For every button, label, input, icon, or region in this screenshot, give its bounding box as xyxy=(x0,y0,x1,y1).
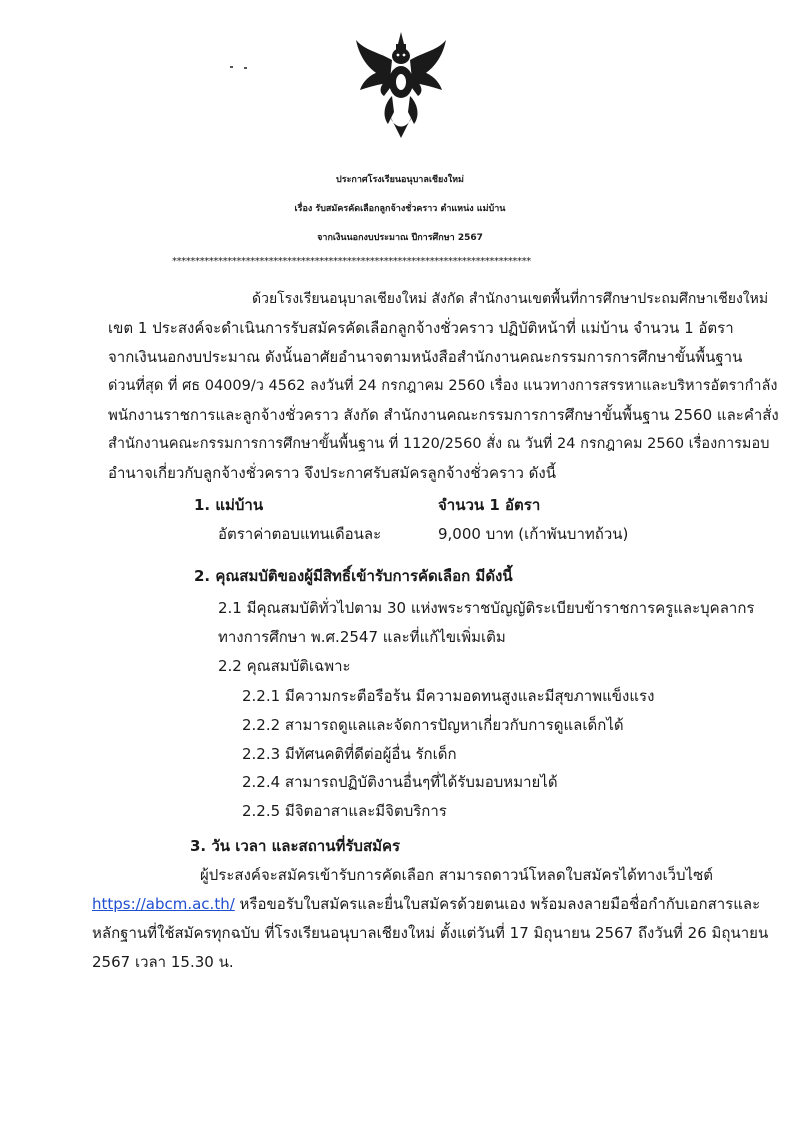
intro-line-3: จากเงินนอกงบประมาณ ดังนั้นอาศัยอำนาจตามหนังสือสำนักงานคณะกรรมการการศึกษาขั้นพื้นฐาน xyxy=(108,348,743,366)
announcement-funding: จากเงินนอกงบประมาณ ปีการศึกษา 2567 xyxy=(317,233,483,243)
announcement-subject: เรื่อง รับสมัครคัดเลือกลูกจ้างชั่วคราว ตำแหน่ง แม่บ้าน xyxy=(294,204,506,214)
intro-line-4: ด่วนที่สุด ที่ ศธ 04009/ว 4562 ลงวันที่ 24 กรกฎาคม 2560 เรื่อง แนวทางการสรรหาและบริหารอัตรากำลัง xyxy=(108,378,778,394)
qualification-item: 2.2.1 มีความกระตือรือร้น มีความอดทนสูงและมีสุขภาพแข็งแรง xyxy=(242,687,655,705)
application-line-4: 2567 เวลา 15.30 น. xyxy=(92,953,234,971)
specific-qualification-heading: 2.2 คุณสมบัติเฉพาะ xyxy=(218,657,351,675)
qualification-item: 2.2.5 มีจิตอาสาและมีจิตบริการ xyxy=(242,802,447,820)
announcement-title: ประกาศโรงเรียนอนุบาลเชียงใหม่ xyxy=(336,175,464,185)
school-website-link[interactable]: https://abcm.ac.th/ xyxy=(92,895,235,913)
section-1-heading: 1. แม่บ้าน xyxy=(194,496,264,514)
garuda-emblem-icon xyxy=(354,30,448,140)
intro-line-5: พนักงานราชการและลูกจ้างชั่วคราว สังกัด สำนักงานคณะกรรมการการศึกษาขั้นพื้นฐาน 2560 และคำสั่ง xyxy=(108,406,779,424)
position-count: จำนวน 1 อัตรา xyxy=(438,496,541,514)
application-line-2 xyxy=(92,894,760,914)
qualification-item: 2.2.4 สามารถปฏิบัติงานอื่นๆที่ได้รับมอบหมายได้ xyxy=(242,773,558,791)
salary-label: อัตราค่าตอบแทนเดือนละ xyxy=(218,525,382,543)
section-2-heading: 2. คุณสมบัติของผู้มีสิทธิ์เข้ารับการคัดเลือก มีดังนี้ xyxy=(194,567,513,585)
salary-value: 9,000 บาท (เก้าพันบาทถ้วน) xyxy=(438,525,629,543)
intro-line-1: ด้วยโรงเรียนอนุบาลเชียงใหม่ สังกัด สำนักงานเขตพื้นที่การศึกษาประถมศึกษาเชียงใหม่ xyxy=(252,291,769,307)
application-line-1: ผู้ประสงค์จะสมัครเข้ารับการคัดเลือก สามารถดาวน์โหลดใบสมัครได้ทางเว็บไซต์ xyxy=(200,866,713,884)
general-qualification-line-2: ทางการศึกษา พ.ศ.2547 และที่แก้ไขเพิ่มเติม xyxy=(218,628,506,646)
section-3-heading: 3. วัน เวลา และสถานที่รับสมัคร xyxy=(190,837,401,855)
intro-line-6: สำนักงานคณะกรรมการการศึกษาขั้นพื้นฐาน ที่ 1120/2560 สั่ง ณ วันที่ 24 กรกฎาคม 2560 เรื่องการมอบ xyxy=(108,436,770,452)
header-divider: ****************************************************************************** xyxy=(172,256,531,267)
application-line-2-text: หรือขอรับใบสมัครและยื่นใบสมัครด้วยตนเอง พร้อมลงลายมือชื่อกำกับเอกสารและ xyxy=(239,895,761,913)
intro-line-2: เขต 1 ประสงค์จะดำเนินการรับสมัครคัดเลือกลูกจ้างชั่วคราว ปฏิบัติหน้าที่ แม่บ้าน จำนวน 1 อัตรา xyxy=(108,319,734,337)
application-line-3: หลักฐานที่ใช้สมัครทุกฉบับ ที่โรงเรียนอนุบาลเชียงใหม่ ตั้งแต่วันที่ 17 มิถุนายน 2567 ถึงวันที่ 26 มิถุนายน xyxy=(92,924,769,942)
qualification-item: 2.2.3 มีทัศนคติที่ดีต่อผู้อื่น รักเด็ก xyxy=(242,745,457,763)
intro-line-7: อำนาจเกี่ยวกับลูกจ้างชั่วคราว จึงประกาศรับสมัครลูกจ้างชั่วคราว ดังนี้ xyxy=(108,464,556,482)
qualification-item: 2.2.2 สามารถดูแลและจัดการปัญหาเกี่ยวกับการดูแลเด็กได้ xyxy=(242,716,624,734)
general-qualification-line-1: 2.1 มีคุณสมบัติทั่วไปตาม 30 แห่งพระราชบัญญัติระเบียบข้าราชการครูและบุคลากร xyxy=(218,599,755,617)
